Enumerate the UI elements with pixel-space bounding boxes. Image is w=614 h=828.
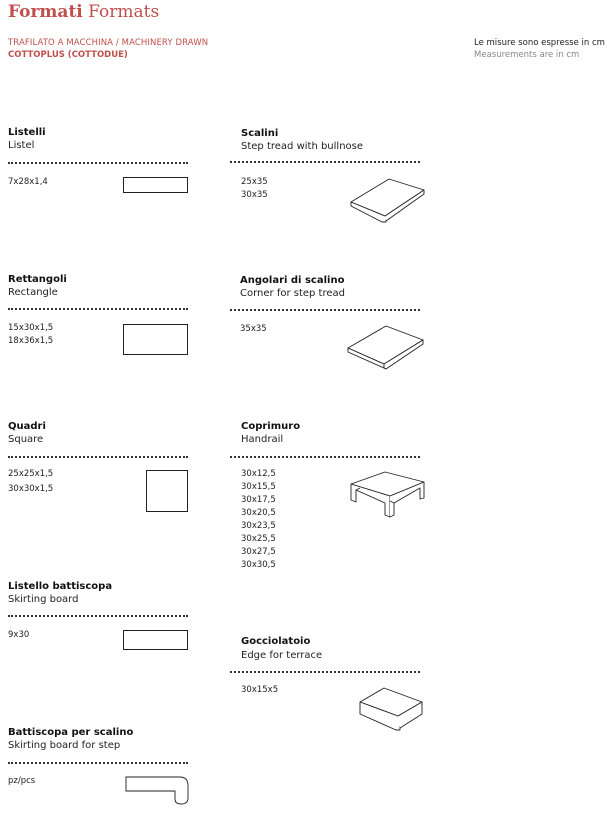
size-value: 15x30x1,5 <box>8 323 54 333</box>
item-name-en: Skirting board for step <box>8 740 121 751</box>
item-name-en: Handrail <box>241 434 284 445</box>
size-value: 30x20,5 <box>241 508 276 518</box>
item-name-it: Listelli <box>8 127 46 138</box>
size-value: 30x27,5 <box>241 547 276 557</box>
item-name-it: Listello battiscopa <box>8 581 113 592</box>
item-name-it: Gocciolatoio <box>241 636 311 647</box>
item-name-it: Coprimuro <box>241 421 301 432</box>
title-italian: Formati <box>8 2 83 22</box>
item-name-en: Corner for step tread <box>240 288 345 299</box>
size-value: 30x30x1,5 <box>8 484 54 494</box>
item-name-en: Step tread with bullnose <box>241 141 364 152</box>
section-divider <box>8 762 188 764</box>
section-divider <box>8 308 188 310</box>
size-value: 30x15x5 <box>241 685 279 695</box>
section-divider <box>8 615 188 617</box>
subtitle-process: TRAFILATO A MACCHINA / MACHINERY DRAWN <box>8 38 209 48</box>
size-value: 9x30 <box>8 630 30 640</box>
item-name-en: Skirting board <box>8 594 79 605</box>
section-divider <box>230 161 420 163</box>
item-name-en: Rectangle <box>8 287 58 298</box>
item-name-it: Rettangoli <box>8 274 67 285</box>
size-value: 30x35 <box>241 190 268 200</box>
size-value: 35x35 <box>240 324 267 334</box>
size-value: 25x25x1,5 <box>8 469 54 479</box>
section-divider <box>8 162 188 164</box>
item-name-it: Battiscopa per scalino <box>8 727 134 738</box>
item-name-it: Angolari di scalino <box>240 275 345 286</box>
size-value: 30x12,5 <box>241 469 276 479</box>
page-title <box>8 2 159 22</box>
item-name-en: Edge for terrace <box>241 650 323 661</box>
step-tread-drawing <box>348 176 428 224</box>
square-shape <box>146 470 188 512</box>
terrace-edge-drawing <box>358 686 428 734</box>
corner-step-drawing <box>346 322 426 372</box>
size-value: 30x25,5 <box>241 534 276 544</box>
handrail-drawing <box>348 470 428 532</box>
size-value: 30x15,5 <box>241 482 276 492</box>
title-english: Formats <box>88 2 160 22</box>
size-value: 30x17,5 <box>241 495 276 505</box>
item-name-en: Listel <box>8 140 35 151</box>
section-divider <box>230 309 420 311</box>
size-value: 30x30,5 <box>241 560 276 570</box>
skirting-board-shape <box>123 630 188 650</box>
section-divider <box>8 456 188 458</box>
step-skirting-drawing <box>125 774 191 808</box>
item-name-it: Quadri <box>8 421 46 432</box>
size-value: 18x36x1,5 <box>8 336 54 346</box>
section-divider <box>230 671 420 673</box>
size-value: 30x23,5 <box>241 521 276 531</box>
item-name-it: Scalini <box>241 128 279 139</box>
section-divider <box>230 456 420 458</box>
size-value: pz/pcs <box>8 776 36 786</box>
measurement-note-en: Measurements are in cm <box>474 50 580 60</box>
listel-shape <box>123 177 188 193</box>
measurement-note-it: Le misure sono espresse in cm <box>474 38 605 48</box>
size-value: 25x35 <box>241 177 268 187</box>
subtitle-product: COTTOPLUS (COTTODUE) <box>8 50 128 60</box>
size-value: 7x28x1,4 <box>8 177 48 187</box>
item-name-en: Square <box>8 434 44 445</box>
rectangle-shape <box>123 324 188 355</box>
